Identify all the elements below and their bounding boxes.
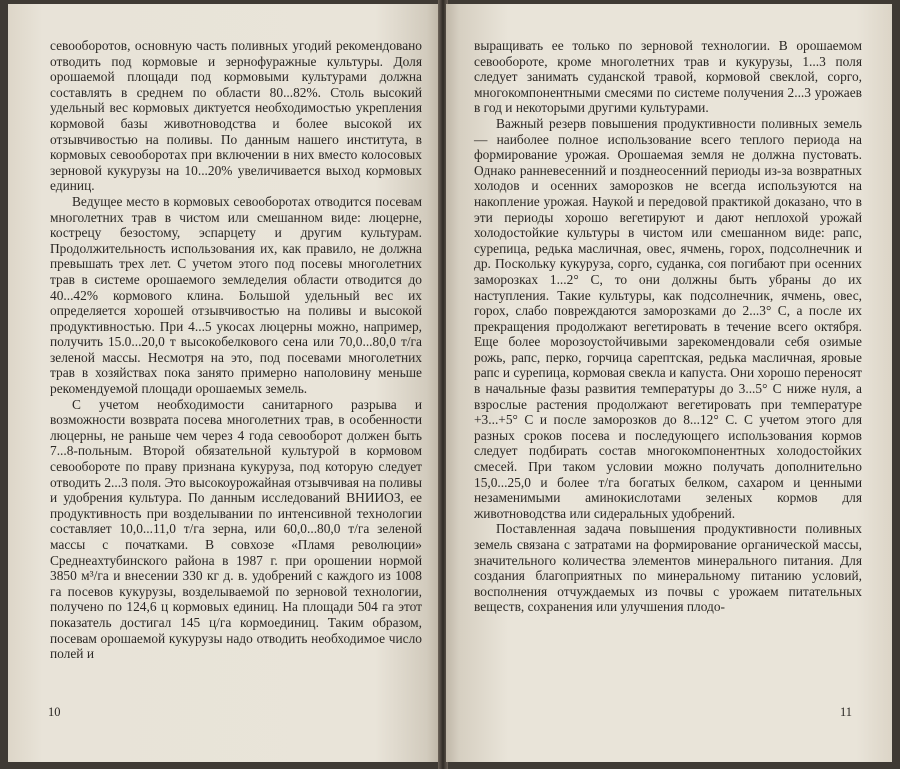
left-page (8, 4, 440, 762)
right-paragraph-1: выращивать ее только по зерновой технологии. В орошаемом севообороте, кроме многолетних трав и кукурузы, 1...3 поля следует занимать суданской травой, кормовой свеклой, сорго, многокомпонентными смесями по системе получения 2...3 урожаев в год и некоторыми другими культурами. (474, 38, 862, 116)
right-paragraph-2: Важный резерв повышения продуктивности поливных земель — наиболее полное использование всего теплого периода на формирование урожая. Орошаемая земля не должна пустовать. Однако ранневесенний и позднеосенний периоды из-за возвратных холодов и осенних заморозков не всегда используются на накопление урожая. Наукой и передовой практикой доказано, что в эти периоды хорошо вегетируют и дают неплохой урожай холодостойкие культуры в чистом или смешанном виде: рапс, сурепица, редька масличная, овес, ячмень, горох, подсолнечник и др. Поскольку кукуруза, сорго, суданка, соя погибают при осенних заморозках 1...2° С, то они должны быть убраны до их наступления. Такие культуры, как подсолнечник, ячмень, овес, горох, слабо повреждаются заморозками до 2...3° С, а после их прекращения продолжают вегетировать в течение всего октября. Еще более морозоустойчивыми зарекомендовали себя озимые рожь, рапс, перко, горчица сарептская, редька масличная, яровые рапс и сурепица, кормовая свекла и капуста. Они хорошо переносят в начальные фазы развития температуры до 3...5° С ниже нуля, а взрослые растения продолжают вегетировать при температуре +3...+5° С и после заморозков до 8...12° С. С учетом этого для разных сроков посева и последующего использования кормов следует подбирать состав многокомпонентных холодостойких смесей. При таком условии можно получать дополнительно 15,0...25,0 и более т/га богатых белком, сахаром и ценными незаменимыми аминокислотами зеленых кормов для животноводства или сидеральных удобрений. (474, 115, 862, 521)
left-page-number: 10 (48, 705, 61, 719)
left-paragraph-2: Ведущее место в кормовых севооборотах отводится посевам многолетних трав в чистом или смешанном виде: люцерне, кострецу безостому, эспарцету и другим культурам. Продолжительность использования их, как правило, не должна превышать трех лет. С учетом этого под посевы многолетних трав в системе орошаемого земледелия области отводится до 40...42% кормового клина. Большой удельный вес их определяется хорошей отзывчивостью на поливы и высокой продуктивностью. При 4...5 укосах люцерны можно, например, получить 15.0...20,0 т высокобелкового сена или 70,0...80,0 т/га зеленой массы. Несмотря на это, под посевами многолетних трав в хозяйствах пока занято примерно наполовину меньше рекомендуемой площади орошаемых земель. (50, 193, 422, 397)
right-page (446, 4, 892, 762)
right-paragraph-3: Поставленная задача повышения продуктивности поливных земель связана с затратами на формирование органической массы, значительного количества элементов минерального питания. Для создания благоприятных по минеральному питанию условий, восполнения отчуждаемых из почвы с урожаем питательных веществ, сохранения или улучшения плодо- (474, 521, 862, 615)
right-page-number: 11 (839, 705, 852, 719)
left-paragraph-3: С учетом необходимости санитарного разрыва и возможности возврата посева многолетних трав, в особенности люцерны, не раньше чем через 4 года севооборот должен быть 7...8-польным. Второй обязательной культурой в кормовом севообороте по праву признана кукуруза, под которую следует отводить 2...3 поля. Это высокоурожайная отзывчивая на поливы и удобрения культура. По данным исследований ВНИИОЗ, ее продуктивность при возделывании по интенсивной технологии составляет 10,0...11,0 т/га зерна, или 60,0...80,0 т/га зеленой массы с початками. В совхозе «Пламя революции» Среднеахтубинского района в 1987 г. при орошении нормой 3850 м³/га и внесении 330 кг д. в. удобрений с каждого из 1008 га посевов кукурузы, возделываемой по зерновой технологии, получено по 124,6 ц кормовых единиц. На площади 504 га этот показатель достигал 145 ц/га кормоединиц. Таким образом, посевам орошаемой кукурузы надо отводить необходимое число полей и (50, 396, 422, 662)
left-paragraph-1: севооборотов, основную часть поливных угодий рекомендовано отводить под кормовые и зернофуражные культуры. Доля орошаемой площади под кормовыми культурами должна составлять в среднем по области 80...82%. Столь высокий удельный вес кормовых диктуется необходимостью укрепления кормовой базы животноводства и более высокой их отзывчивостью на поливы. По данным нашего института, в кормовых севооборотах при включении в них вместо колосовых зерновой кукурузы на 10...20% увеличивается выход кормовых единиц. (50, 38, 422, 194)
